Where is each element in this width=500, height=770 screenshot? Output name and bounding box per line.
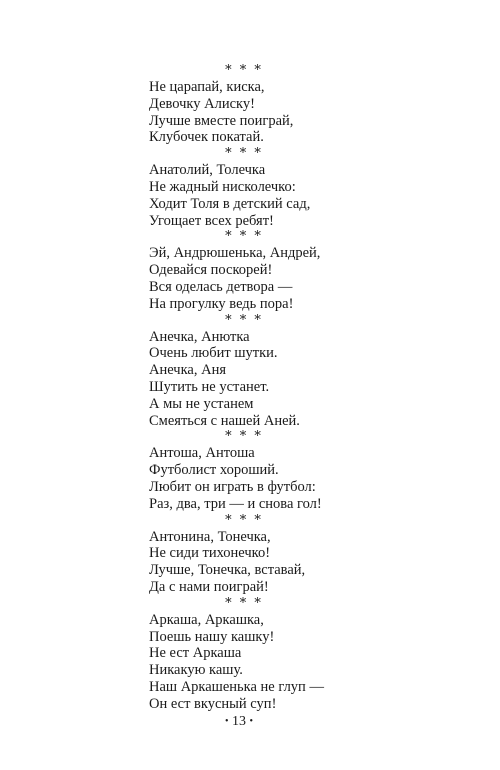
- poem-line: На прогулку ведь пора!: [149, 295, 294, 312]
- poem-line: Угощает всех ребят!: [149, 212, 274, 229]
- poem: [149, 146, 379, 229]
- poem-separator: * * *: [225, 312, 263, 328]
- poem: [149, 429, 379, 512]
- poem-line: Раз, два, три — и снова гол!: [149, 495, 322, 512]
- page-number: [0, 714, 478, 730]
- poem-line: Да с нами поиграй!: [149, 578, 269, 595]
- poem-line: Не жадный нисколечко:: [149, 178, 296, 195]
- poem-line: Лучше вместе поиграй,: [149, 112, 294, 129]
- poem: [149, 313, 379, 430]
- poem-line: Клубочек покатай.: [149, 129, 264, 146]
- poem-separator: * * *: [225, 146, 263, 162]
- poem-line: Очень любит шутки.: [149, 345, 278, 362]
- poem-line: Вся оделась детвора —: [149, 278, 293, 295]
- poem-line: Лучше, Тонечка, вставай,: [149, 562, 306, 579]
- poem-line: Шутить не устанет.: [149, 378, 270, 395]
- poem-line: Футболист хороший.: [149, 462, 279, 479]
- poem-separator: * * *: [225, 229, 263, 245]
- poem-line: Анатолий, Толечка: [149, 162, 266, 179]
- poem-line: Поешь нашу кашку!: [149, 628, 275, 645]
- poem-line: Анечка, Аня: [149, 362, 227, 379]
- poem: [149, 229, 379, 312]
- page-number-value: 13: [232, 714, 246, 729]
- poem-line: Никакую кашу.: [149, 662, 243, 679]
- poem-line: Он ест вкусный суп!: [149, 695, 277, 712]
- poem-line: Ходит Толя в детский сад,: [149, 195, 311, 212]
- poem-line: Смеяться с нашей Аней.: [149, 412, 300, 429]
- poem: [149, 513, 379, 596]
- poem-line: Наш Аркашенька не глуп —: [149, 678, 324, 695]
- poems-column: [149, 63, 379, 713]
- poem-separator: * * *: [225, 512, 263, 528]
- poem-line: Не царапай, киска,: [149, 79, 265, 95]
- poem-line: Одевайся поскорей!: [149, 262, 273, 279]
- page-number-dot-left: •: [224, 716, 229, 727]
- poem-line: Антонина, Тонечка,: [149, 528, 271, 545]
- poem-line: Не сиди тихонечко!: [149, 545, 271, 562]
- poem-line: Аркаша, Аркашка,: [149, 611, 264, 628]
- poem-line: Девочку Алиску!: [149, 95, 255, 112]
- poem: [149, 596, 379, 713]
- poem-line: Антоша, Антоша: [149, 445, 255, 462]
- poem-separator: * * *: [225, 429, 263, 445]
- poem-line: Любит он играть в футбол:: [149, 478, 316, 495]
- page-number-dot-right: •: [249, 716, 254, 727]
- poem: [149, 63, 379, 146]
- poem-separator: * * *: [225, 63, 263, 78]
- poem-line: Не ест Аркаша: [149, 645, 242, 662]
- poem-line: Эй, Андрюшенька, Андрей,: [149, 245, 321, 262]
- poem-separator: * * *: [225, 595, 263, 611]
- poem-line: А мы не устанем: [149, 395, 254, 412]
- poem-line: Анечка, Анютка: [149, 328, 250, 345]
